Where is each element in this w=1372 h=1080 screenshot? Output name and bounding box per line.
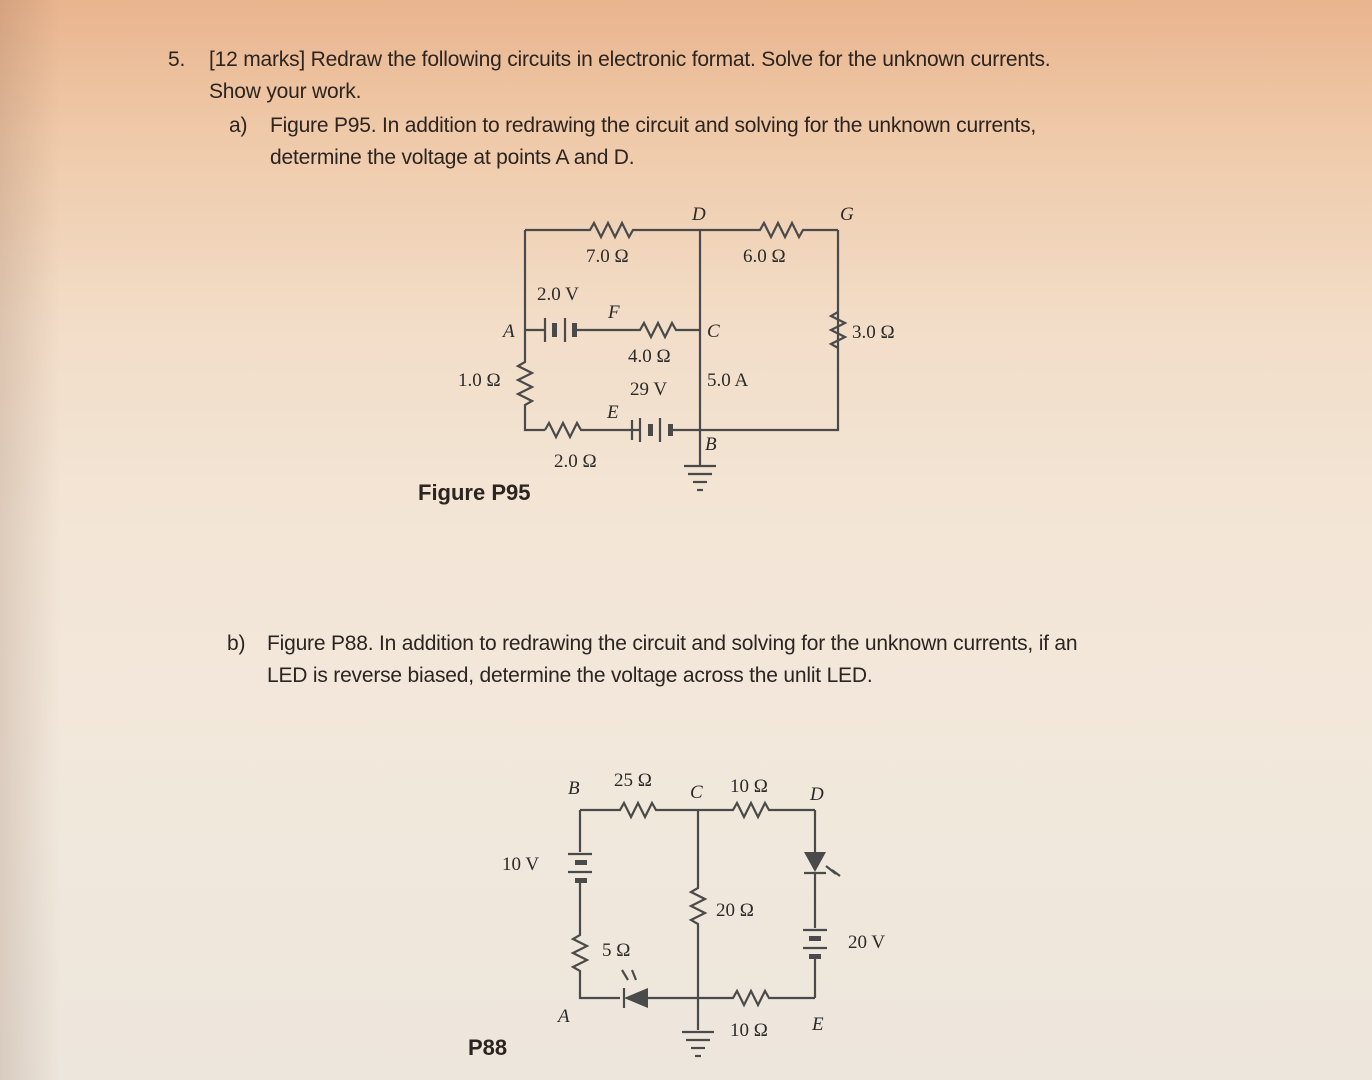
p88-led-right <box>804 852 826 872</box>
question-number: 5. <box>168 48 186 71</box>
p95-label-current: 5.0 A <box>707 370 749 391</box>
part-a-line-2: determine the voltage at points A and D. <box>270 146 635 169</box>
p88-label-10ohm-top: 10 Ω <box>730 776 768 797</box>
p95-node-d: D <box>692 204 706 225</box>
question-line-1: [12 marks] Redraw the following circuits in electronic format. Solve for the unknown currents. <box>209 48 1051 71</box>
part-b-line-1: Figure P88. In addition to redrawing the circuit and solving for the unknown currents, if an <box>267 632 1078 655</box>
figure-p88-caption: P88 <box>468 1035 508 1060</box>
p88-label-25ohm: 25 Ω <box>614 770 652 791</box>
p95-node-f: F <box>608 302 620 323</box>
part-a-marker: a) <box>229 114 248 137</box>
p88-label-10v: 10 V <box>502 854 540 875</box>
p88-node-a: A <box>558 1006 570 1027</box>
question-line-2: Show your work. <box>209 80 362 103</box>
p95-label-1ohm: 1.0 Ω <box>458 370 501 391</box>
p95-label-2ohm: 2.0 Ω <box>554 451 597 472</box>
p95-node-e: E <box>607 402 619 423</box>
p88-node-e: E <box>812 1014 824 1035</box>
p88-node-c: C <box>690 782 703 803</box>
p88-label-10ohm-bottom: 10 Ω <box>730 1020 768 1041</box>
p95-node-a: A <box>503 321 515 342</box>
p88-node-b: B <box>568 778 580 799</box>
p95-label-29v: 29 V <box>630 379 668 400</box>
p88-led-bottom <box>624 988 648 1008</box>
p95-label-4ohm: 4.0 Ω <box>628 346 671 367</box>
p95-node-b: B <box>705 434 717 455</box>
part-b-marker: b) <box>227 632 246 655</box>
figure-p95-caption: Figure P95 <box>418 480 531 505</box>
p88-label-5ohm: 5 Ω <box>602 940 631 961</box>
p95-node-g: G <box>840 204 854 225</box>
p88-label-20v: 20 V <box>848 932 886 953</box>
p88-bottom-wire <box>648 991 815 1005</box>
p88-node-d: D <box>810 784 824 805</box>
p95-label-2v: 2.0 V <box>537 284 579 305</box>
p95-label-6ohm: 6.0 Ω <box>743 246 786 267</box>
part-a-line-1: Figure P95. In addition to redrawing the circuit and solving for the unknown currents, <box>270 114 1037 137</box>
p95-node-c: C <box>707 321 720 342</box>
p88-label-20ohm: 20 Ω <box>716 900 754 921</box>
part-b-line-2: LED is reverse biased, determine the voltage across the unlit LED. <box>267 664 873 687</box>
p95-label-7ohm: 7.0 Ω <box>586 246 629 267</box>
p95-label-3ohm: 3.0 Ω <box>852 322 895 343</box>
